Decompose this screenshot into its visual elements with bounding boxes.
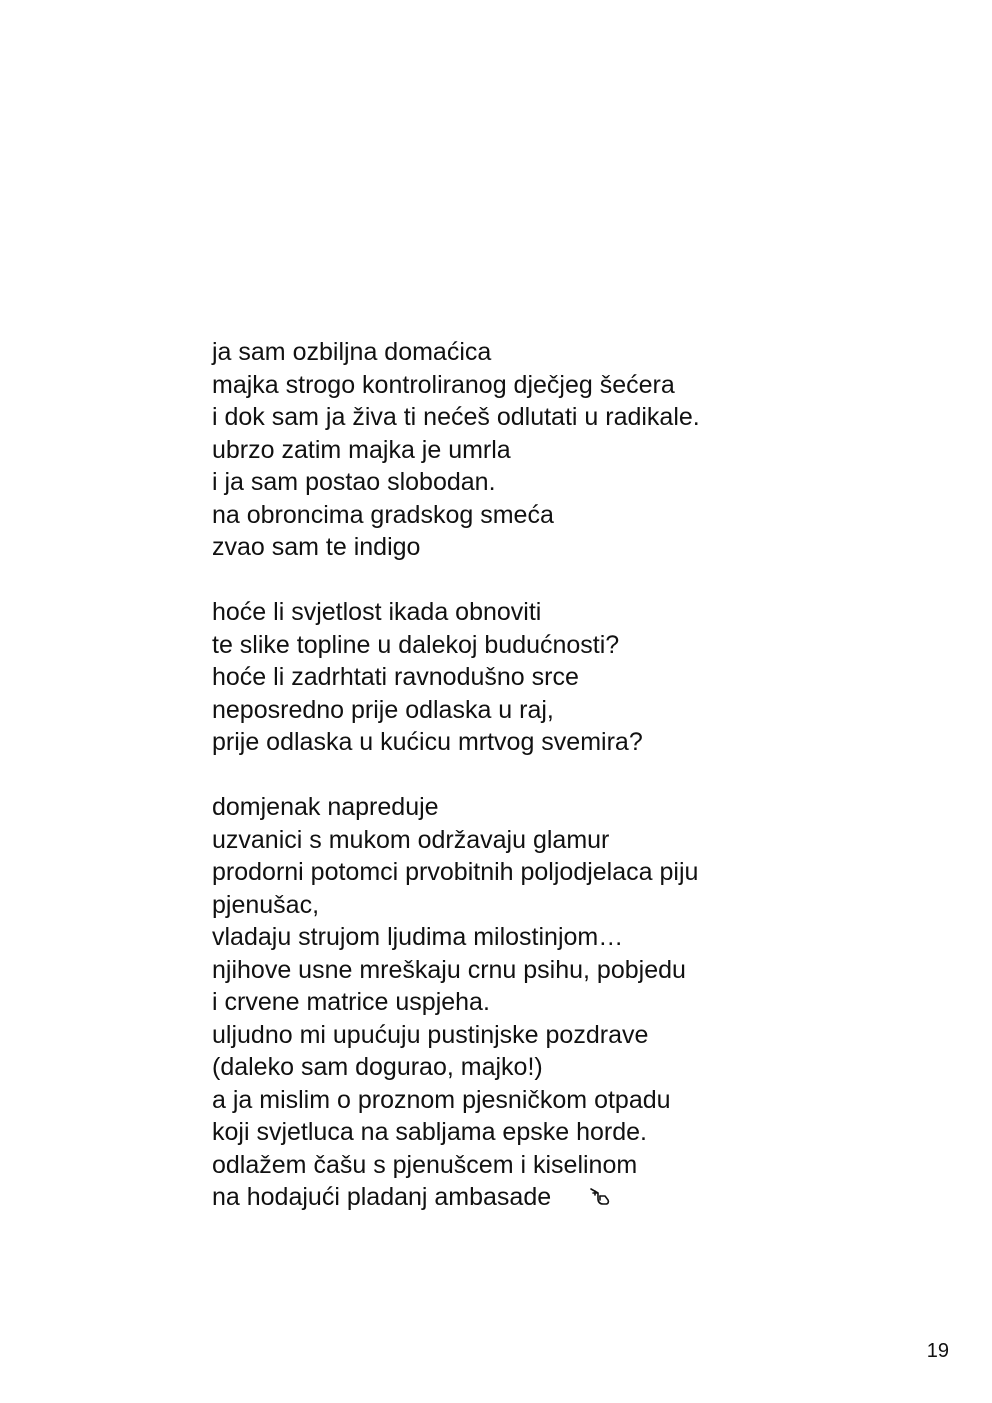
poem-line: i dok sam ja živa ti nećeš odlutati u radikale. xyxy=(212,403,700,431)
poem-line: zvao sam te indigo xyxy=(212,533,421,561)
poem-line: neposredno prije odlaska u raj, xyxy=(212,695,554,724)
poem-line: njihove usne mreškaju crnu psihu, pobjedu xyxy=(212,955,686,984)
poem-line: domjenak napreduje xyxy=(212,793,439,821)
poem-line: na hodajući pladanj ambasade xyxy=(212,1183,552,1211)
stanza-3 xyxy=(212,791,812,1214)
poem-line: i ja sam postao slobodan. xyxy=(212,468,496,496)
hand-pointer-ornament-icon xyxy=(589,1183,611,1205)
poem-line: ubrzo zatim majka je umrla xyxy=(212,435,511,464)
poem-last-line xyxy=(212,1181,812,1214)
poem-line: hoće li zadrhtati ravnodušno srce xyxy=(212,663,579,691)
poem-line: na obroncima gradskog smeća xyxy=(212,500,554,529)
stanza-2 xyxy=(212,596,812,759)
poem-line: uzvanici s mukom održavaju glamur xyxy=(212,825,610,854)
poem-line: vladaju strujom ljudima milostinjom… xyxy=(212,923,624,951)
stanza-1 xyxy=(212,336,812,564)
poem-line: pjenušac, xyxy=(212,890,320,919)
poem-line: a ja mislim o proznom pjesničkom otpadu xyxy=(212,1085,671,1114)
poem-line: (daleko sam dogurao, majko!) xyxy=(212,1053,543,1081)
poem-line: te slike topline u dalekoj budućnosti? xyxy=(212,630,620,659)
poem-line: prije odlaska u kućicu mrtvog svemira? xyxy=(212,728,643,756)
poem-line: uljudno mi upućuju pustinjske pozdrave xyxy=(212,1020,649,1049)
poem-line: i crvene matrice uspjeha. xyxy=(212,988,490,1016)
page-number: 19 xyxy=(926,1340,949,1362)
poem-line: majka strogo kontroliranog dječjeg šećera xyxy=(212,370,675,399)
poem-body xyxy=(212,336,812,1214)
poem-line: koji svjetluca na sabljama epske horde. xyxy=(212,1118,647,1146)
poem-line: hoće li svjetlost ikada obnoviti xyxy=(212,598,542,626)
poem-line: prodorni potomci prvobitnih poljodjelaca piju xyxy=(212,858,699,886)
poem-line: odlažem čašu s pjenušcem i kiselinom xyxy=(212,1150,638,1179)
poem-line: ja sam ozbiljna domaćica xyxy=(212,338,492,366)
